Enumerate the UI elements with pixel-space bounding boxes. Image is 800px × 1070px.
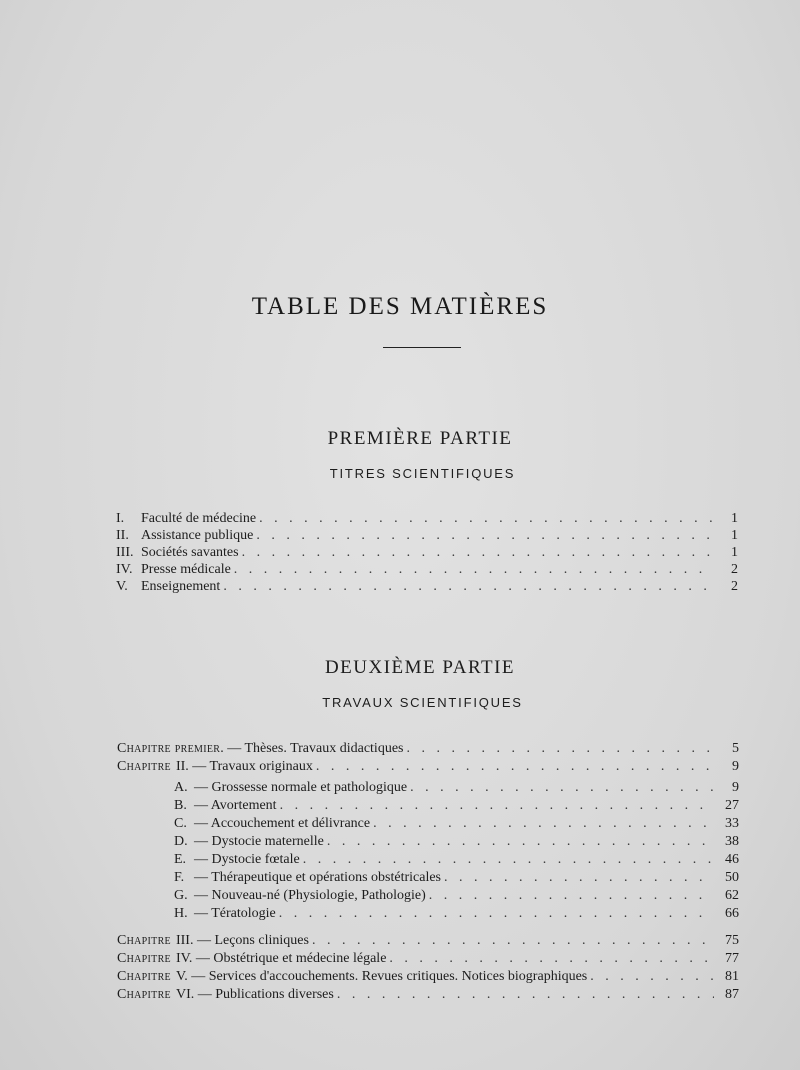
entry-page: 75	[725, 933, 739, 948]
section-letter: G.	[174, 888, 188, 903]
leader-dots	[373, 815, 714, 832]
entry-page: 9	[732, 759, 739, 774]
chapter-label: Chapitre	[117, 951, 171, 966]
leader-dots	[259, 510, 713, 527]
entry-label: Assistance publique	[141, 528, 254, 543]
chapter-title: VI. — Publications diverses	[175, 987, 334, 1002]
toc-section	[174, 833, 739, 850]
section-label: — Nouveau-né (Physiologie, Pathologie)	[194, 888, 426, 903]
section-label: — Tératologie	[194, 906, 276, 921]
leader-dots	[389, 950, 714, 967]
section-label: — Grossesse normale et pathologique	[194, 780, 408, 795]
entry-page: 5	[732, 741, 739, 756]
toc-section	[174, 887, 739, 904]
entry-number: III.	[116, 545, 134, 560]
chapter-label: Chapitre	[117, 987, 171, 1002]
toc-chapter	[117, 968, 739, 985]
title-rule	[383, 347, 461, 348]
leader-dots	[410, 779, 714, 796]
part-1-title: PREMIÈRE PARTIE	[327, 428, 513, 449]
entry-page: 2	[731, 562, 738, 577]
leader-dots	[406, 740, 714, 757]
entry-page: 1	[731, 528, 738, 543]
toc-chapter	[117, 740, 739, 757]
entry-page: 38	[725, 834, 739, 849]
toc-section	[174, 815, 739, 832]
leader-dots	[590, 968, 714, 985]
leader-dots	[279, 905, 714, 922]
chapter-label: Chapitre	[117, 933, 171, 948]
section-letter: D.	[174, 834, 188, 849]
section-label: — Dystocie fœtale	[194, 852, 300, 867]
toc-section	[174, 869, 739, 886]
chapter-title: II. — Travaux originaux	[175, 759, 313, 774]
entry-page: 1	[731, 545, 738, 560]
section-letter: F.	[174, 870, 185, 885]
leader-dots	[234, 561, 713, 578]
part-1-subtitle: TITRES SCIENTIFIQUES	[329, 466, 516, 481]
section-letter: H.	[174, 906, 188, 921]
toc-chapter	[117, 932, 739, 949]
section-letter: E.	[174, 852, 187, 867]
leader-dots	[327, 833, 714, 850]
entry-page: 62	[725, 888, 739, 903]
leader-dots	[256, 527, 713, 544]
toc-section	[174, 779, 739, 796]
toc-chapter	[117, 986, 739, 1003]
toc-entry	[116, 527, 738, 544]
part-2-subtitle: TRAVAUX SCIENTIFIQUES	[322, 695, 523, 710]
leader-dots	[303, 851, 714, 868]
chapter-label: Chapitre	[117, 969, 171, 984]
part-2-title: DEUXIÈME PARTIE	[324, 657, 516, 678]
chapter-label: Chapitre premier	[117, 741, 221, 756]
entry-number: II.	[116, 528, 129, 543]
entry-page: 2	[731, 579, 738, 594]
toc-entry	[116, 510, 738, 527]
section-letter: A.	[174, 780, 188, 795]
entry-page: 50	[725, 870, 739, 885]
section-label: — Dystocie maternelle	[194, 834, 324, 849]
toc-entry	[116, 544, 738, 561]
leader-dots	[444, 869, 714, 886]
toc-chapter	[117, 950, 739, 967]
entry-label: Presse médicale	[141, 562, 231, 577]
entry-page: 87	[725, 987, 739, 1002]
chapter-title: . — Thèses. Travaux didactiques	[220, 741, 404, 756]
entry-page: 66	[725, 906, 739, 921]
leader-dots	[223, 578, 713, 595]
entry-label: Sociétés savantes	[141, 545, 239, 560]
leader-dots	[280, 797, 714, 814]
leader-dots	[429, 887, 714, 904]
entry-page: 1	[731, 511, 738, 526]
chapter-title: IV. — Obstétrique et médecine légale	[175, 951, 387, 966]
entry-page: 33	[725, 816, 739, 831]
toc-entry	[116, 561, 738, 578]
chapter-title: V. — Services d'accouchements. Revues critiques. Notices biographiques	[175, 969, 588, 984]
leader-dots	[316, 758, 714, 775]
toc-section	[174, 797, 739, 814]
chapter-title: III. — Leçons cliniques	[175, 933, 309, 948]
section-letter: B.	[174, 798, 187, 813]
section-letter: C.	[174, 816, 187, 831]
toc-chapter	[117, 758, 739, 775]
entry-number: V.	[116, 579, 128, 594]
entry-page: 46	[725, 852, 739, 867]
entry-page: 9	[732, 780, 739, 795]
section-label: — Thérapeutique et opérations obstétricales	[194, 870, 441, 885]
leader-dots	[337, 986, 714, 1003]
toc-section	[174, 905, 739, 922]
entry-page: 81	[725, 969, 739, 984]
section-label: — Accouchement et délivrance	[194, 816, 371, 831]
toc-section	[174, 851, 739, 868]
entry-page: 27	[725, 798, 739, 813]
toc-entry	[116, 578, 738, 595]
chapter-label: Chapitre	[117, 759, 171, 774]
entry-label: Faculté de médecine	[141, 511, 257, 526]
entry-label: Enseignement	[141, 579, 221, 594]
section-label: — Avortement	[194, 798, 277, 813]
entry-number: IV.	[116, 562, 133, 577]
entry-number: I.	[116, 511, 125, 526]
entry-page: 77	[725, 951, 739, 966]
leader-dots	[242, 544, 713, 561]
page-title: TABLE DES MATIÈRES	[251, 293, 549, 320]
leader-dots	[312, 932, 714, 949]
